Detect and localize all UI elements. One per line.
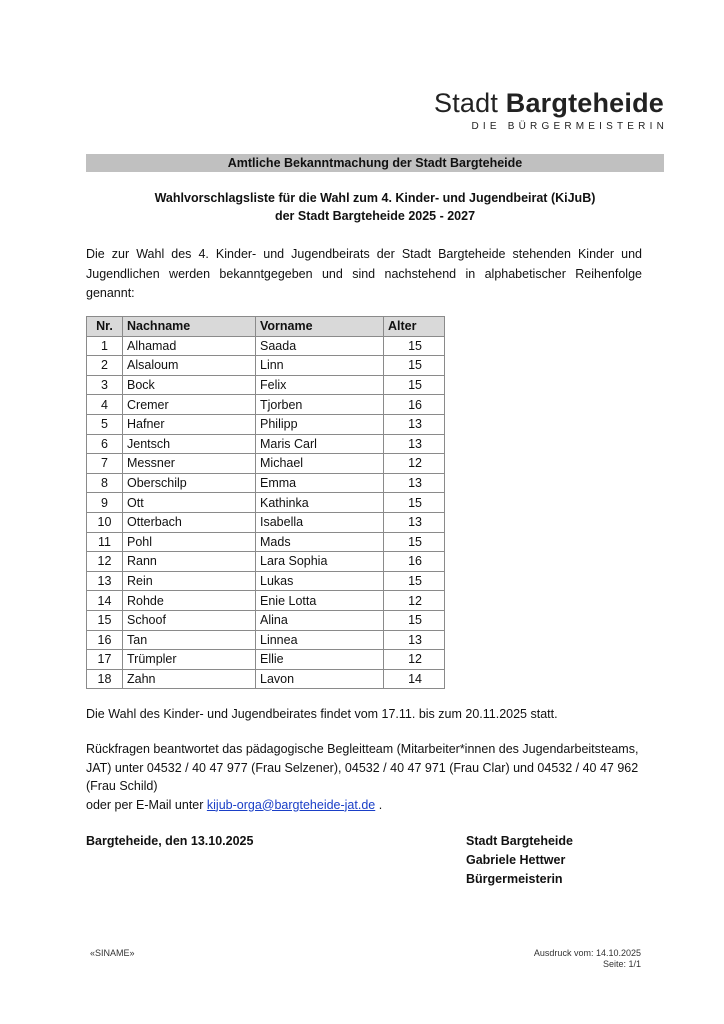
cell-vorname: Linn [256,356,384,376]
cell-vorname: Linnea [256,630,384,650]
table-row [87,650,445,670]
cell-alter: 16 [384,552,445,572]
cell-nr: 5 [87,414,123,434]
cell-alter: 15 [384,375,445,395]
cell-nachname: Rein [123,571,256,591]
announcement-banner: Amtliche Bekanntmachung der Stadt Bargteheide [86,154,664,172]
cell-vorname: Alina [256,610,384,630]
document-title-line2: der Stadt Bargteheide 2025 - 2027 [274,209,476,223]
letterhead-city: Bargteheide [505,88,664,118]
table-row [87,669,445,689]
cell-alter: 12 [384,650,445,670]
cell-vorname: Maris Carl [256,434,384,454]
cell-alter: 12 [384,454,445,474]
table-row [87,552,445,572]
table-row [87,512,445,532]
cell-alter: 12 [384,591,445,611]
cell-nr: 3 [87,375,123,395]
cell-nachname: Ott [123,493,256,513]
cell-vorname: Lara Sophia [256,552,384,572]
cell-alter: 15 [384,336,445,356]
table-row [87,336,445,356]
cell-alter: 16 [384,395,445,415]
cell-nachname: Tan [123,630,256,650]
letterhead [434,88,668,132]
header-nr: Nr. [87,317,123,337]
table-row [87,434,445,454]
cell-nr: 8 [87,473,123,493]
intro-paragraph: Die zur Wahl des 4. Kinder- und Jugendbeirats der Stadt Bargteheide stehenden Kinder und Jugendlichen werden bekanntgegeben und sind nachstehend in alphabetischer Reihenfolge genannt: [86,247,642,300]
cell-vorname: Michael [256,454,384,474]
cell-vorname: Lavon [256,669,384,689]
table-row [87,395,445,415]
cell-nachname: Jentsch [123,434,256,454]
cell-nr: 14 [87,591,123,611]
table-row [87,356,445,376]
cell-alter: 15 [384,532,445,552]
table-row [87,493,445,513]
letterhead-title [434,88,664,118]
cell-nr: 11 [87,532,123,552]
cell-nachname: Zahn [123,669,256,689]
cell-vorname: Saada [256,336,384,356]
signature-org: Stadt Bargteheide [466,834,573,848]
contact-text: Rückfragen beantwortet das pädagogische Begleitteam (Mitarbeiter*innen des Jugendarbeitsteams, JAT) unter 04532 / 40 47 977 (Frau Selzener), 04532 / 40 47 971 (Frau Clar) und 04532 / 40 47 962 (Frau Schild) [86,742,639,793]
cell-nachname: Alhamad [123,336,256,356]
election-dates: Die Wahl des Kinder- und Jugendbeirates findet vom 17.11. bis zum 20.11.2025 statt. [86,707,558,721]
email-link[interactable]: kijub-orga@bargteheide-jat.de [206,797,376,812]
cell-nr: 2 [87,356,123,376]
cell-alter: 13 [384,434,445,454]
cell-nr: 7 [87,454,123,474]
cell-nr: 18 [87,669,123,689]
table-row [87,532,445,552]
cell-nachname: Otterbach [123,512,256,532]
cell-vorname: Felix [256,375,384,395]
footer-page-number: Seite: 1/1 [602,959,641,969]
cell-nachname: Trümpler [123,650,256,670]
cell-nr: 4 [87,395,123,415]
cell-nr: 15 [87,610,123,630]
cell-nr: 9 [87,493,123,513]
cell-nr: 10 [87,512,123,532]
header-vorname: Vorname [256,317,384,337]
cell-alter: 15 [384,571,445,591]
signature-role: Bürgermeisterin [466,872,563,886]
table-row [87,591,445,611]
footer-placeholder: «SINAME» [90,948,135,958]
table-row [87,610,445,630]
cell-nr: 16 [87,630,123,650]
email-prefix: oder per E-Mail unter [86,797,207,812]
footer-printed-date: Ausdruck vom: 14.10.2025 [533,948,641,958]
email-suffix: . [375,797,383,812]
cell-vorname: Isabella [256,512,384,532]
cell-alter: 15 [384,493,445,513]
cell-vorname: Kathinka [256,493,384,513]
cell-nr: 12 [87,552,123,572]
cell-nachname: Oberschilp [123,473,256,493]
signature-name: Gabriele Hettwer [466,853,566,867]
cell-nachname: Rohde [123,591,256,611]
cell-alter: 13 [384,512,445,532]
cell-nr: 6 [87,434,123,454]
cell-vorname: Ellie [256,650,384,670]
cell-alter: 14 [384,669,445,689]
letterhead-subtitle: DIE BÜRGERMEISTERIN [471,121,668,132]
cell-vorname: Enie Lotta [256,591,384,611]
cell-nachname: Pohl [123,532,256,552]
header-nachname: Nachname [123,317,256,337]
signature-block [466,832,573,889]
cell-nachname: Rann [123,552,256,572]
table-row [87,473,445,493]
cell-alter: 15 [384,356,445,376]
table-row [87,414,445,434]
letterhead-prefix: Stadt [434,88,499,118]
header-alter: Alter [384,317,445,337]
cell-vorname: Lukas [256,571,384,591]
table-header-row [87,317,445,337]
table-row [87,454,445,474]
cell-vorname: Emma [256,473,384,493]
cell-vorname: Tjorben [256,395,384,415]
cell-nachname: Messner [123,454,256,474]
table-row [87,375,445,395]
cell-nachname: Cremer [123,395,256,415]
place-date: Bargteheide, den 13.10.2025 [86,834,254,848]
contact-paragraph [86,740,646,814]
document-title [86,189,664,225]
footer-print-info [534,948,641,970]
cell-nr: 17 [87,650,123,670]
cell-nr: 13 [87,571,123,591]
table-row [87,630,445,650]
candidate-table [86,316,445,689]
cell-nachname: Alsaloum [123,356,256,376]
cell-alter: 13 [384,473,445,493]
cell-nachname: Hafner [123,414,256,434]
cell-vorname: Mads [256,532,384,552]
table-row [87,571,445,591]
cell-nachname: Schoof [123,610,256,630]
cell-nr: 1 [87,336,123,356]
cell-vorname: Philipp [256,414,384,434]
document-title-line1: Wahlvorschlagsliste für die Wahl zum 4. Kinder- und Jugendbeirat (KiJuB) [154,191,596,205]
cell-nachname: Bock [123,375,256,395]
cell-alter: 13 [384,630,445,650]
cell-alter: 13 [384,414,445,434]
cell-alter: 15 [384,610,445,630]
